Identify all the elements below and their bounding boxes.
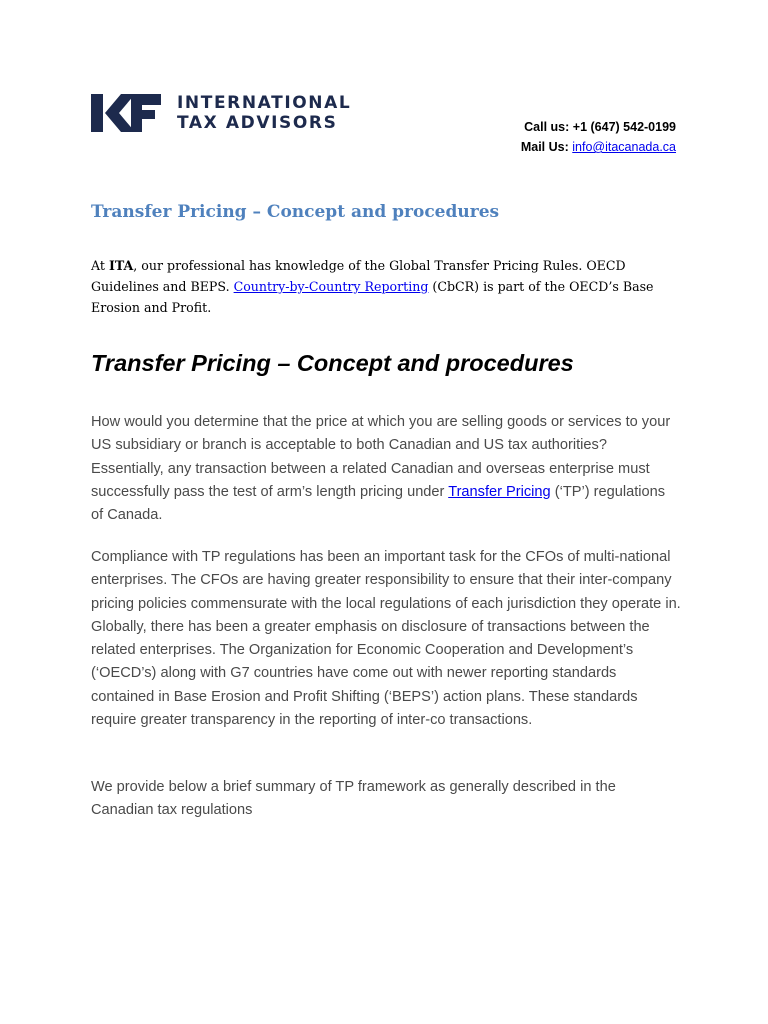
section-heading: Transfer Pricing – Concept and procedures bbox=[91, 202, 500, 222]
paragraph-2: Compliance with TP regulations has been an important task for the CFOs of multi-national enterprises. The CFOs are having greater responsibility to ensure that their inter-company pricing policies commensurate with the local regulations of each jurisdiction they operate in. Globally, there has been a greater emphasis on disclosure of transactions between the related enterprises. The Organization for Economic Cooperation and Development’s (‘OECD’s) along with G7 countries have come out with newer reporting standards contained in Base Erosion and Profit Shifting (‘BEPS’) action plans. These standards require greater transparency in the reporting of inter-co transactions. bbox=[91, 549, 681, 729]
mail-label: Mail Us: bbox=[520, 140, 569, 154]
email-link[interactable]: info@itacanada.ca bbox=[572, 140, 676, 154]
ita-logo-icon bbox=[91, 94, 161, 132]
intro-paragraph bbox=[91, 255, 681, 318]
contact-info bbox=[521, 117, 676, 157]
intro-text-1: , our professional has knowledge of the Global Transfer Pricing Rules. OECD Guidelines and BEPS. bbox=[91, 258, 626, 294]
mail-line bbox=[521, 137, 676, 157]
phone-number: +1 (647) 542-0199 bbox=[572, 120, 676, 134]
company-logo bbox=[91, 93, 351, 133]
logo-wordmark bbox=[177, 93, 351, 133]
paragraph-1-end: (‘TP’) regulations of Canada. bbox=[91, 483, 666, 524]
phone-line bbox=[521, 117, 676, 137]
page-title: Transfer Pricing – Concept and procedures bbox=[91, 350, 574, 376]
paragraph-1-text: How would you determine that the price at which you are selling goods or services to your US subsidiary or branch is acceptable to both Canadian and US tax authorities? Essentially, any transaction between a related Canadian and overseas enterprise must successfully pass the test of arm’s length pricing under bbox=[91, 414, 671, 500]
paragraph-3: We provide below a brief summary of TP framework as generally described in the Canadian tax regulations bbox=[91, 779, 616, 819]
logo-line-2: TAX ADVISORS bbox=[177, 113, 338, 133]
paragraph-1 bbox=[91, 411, 681, 527]
cbcr-link[interactable]: Country-by-Country Reporting bbox=[233, 279, 429, 294]
intro-text-2: (CbCR) is part of the OECD’s Base Erosion and Profit. bbox=[91, 279, 654, 315]
intro-ita: ITA bbox=[108, 258, 134, 273]
transfer-pricing-link[interactable]: Transfer Pricing bbox=[448, 483, 551, 500]
intro-prefix: At bbox=[91, 258, 109, 273]
logo-line-1: INTERNATIONAL bbox=[177, 93, 352, 113]
call-label: Call us: bbox=[524, 120, 570, 134]
